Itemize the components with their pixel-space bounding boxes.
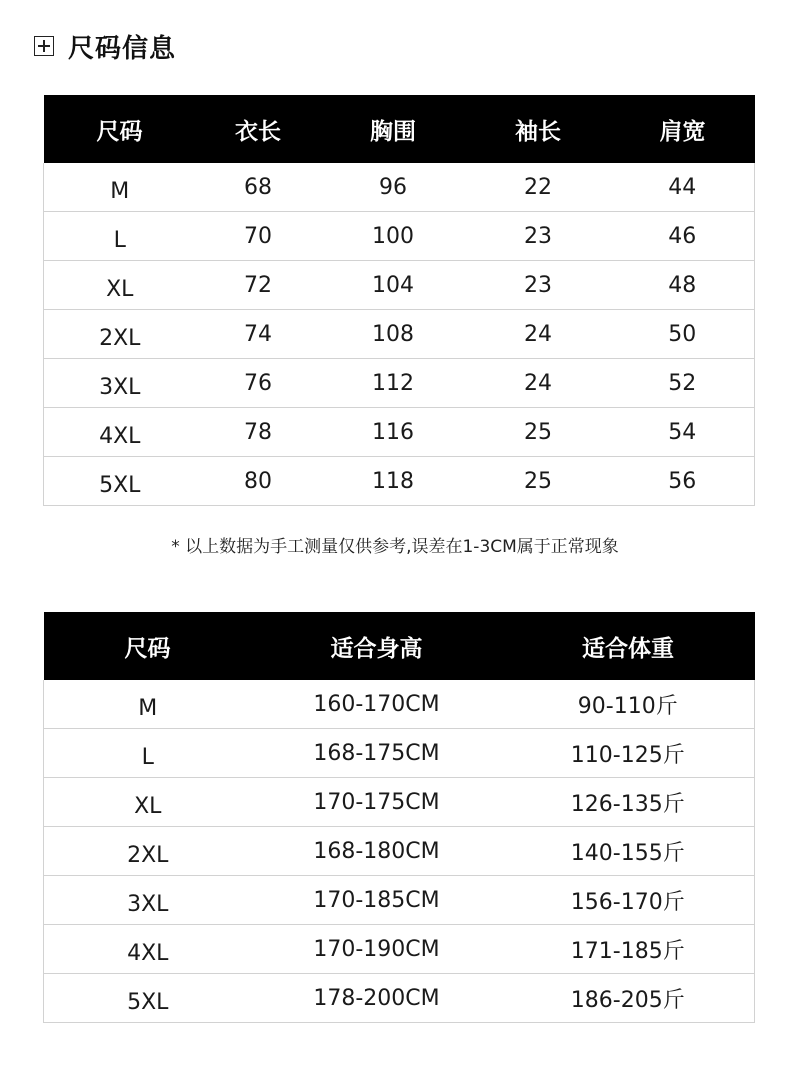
table-header-row <box>44 95 755 163</box>
table-row <box>44 261 755 310</box>
cell-size: 3XL <box>44 876 252 925</box>
cell-length: 72 <box>196 261 321 310</box>
cell-size: 4XL <box>44 925 252 974</box>
cell-height: 160-170CM <box>252 680 502 729</box>
cell-chest: 118 <box>321 457 466 506</box>
cell-shoulder: 52 <box>611 359 755 408</box>
measurement-note: * 以上数据为手工测量仅供参考,误差在1-3CM属于正常现象 <box>171 537 619 557</box>
table-row <box>44 680 755 729</box>
table-row <box>44 408 755 457</box>
cell-weight: 126-135斤 <box>502 778 755 827</box>
cell-size: XL <box>44 778 252 827</box>
cell-size: XL <box>44 261 196 310</box>
cell-sleeve: 22 <box>466 163 611 212</box>
recommendation-table <box>43 612 755 1023</box>
table-row <box>44 729 755 778</box>
cell-height: 168-175CM <box>252 729 502 778</box>
header-length: 衣长 <box>196 95 321 163</box>
cell-chest: 108 <box>321 310 466 359</box>
cell-shoulder: 46 <box>611 212 755 261</box>
cell-length: 76 <box>196 359 321 408</box>
cell-height: 168-180CM <box>252 827 502 876</box>
header-height: 适合身高 <box>252 612 502 680</box>
cell-size: 3XL <box>44 359 196 408</box>
section-heading <box>34 28 176 64</box>
header-chest: 胸围 <box>321 95 466 163</box>
cell-height: 170-185CM <box>252 876 502 925</box>
cell-sleeve: 25 <box>466 408 611 457</box>
cell-sleeve: 25 <box>466 457 611 506</box>
cell-shoulder: 48 <box>611 261 755 310</box>
cell-weight: 110-125斤 <box>502 729 755 778</box>
cell-height: 178-200CM <box>252 974 502 1023</box>
table-header-row <box>44 612 755 680</box>
page-title: 尺码信息 <box>68 33 177 64</box>
cell-chest: 100 <box>321 212 466 261</box>
table-row <box>44 925 755 974</box>
cell-height: 170-175CM <box>252 778 502 827</box>
header-size: 尺码 <box>44 612 252 680</box>
cell-chest: 112 <box>321 359 466 408</box>
cell-size: M <box>44 163 196 212</box>
header-weight: 适合体重 <box>502 612 755 680</box>
table-row <box>44 310 755 359</box>
cell-length: 68 <box>196 163 321 212</box>
table-row <box>44 827 755 876</box>
cell-size: 2XL <box>44 310 196 359</box>
cell-size: L <box>44 212 196 261</box>
table-row <box>44 359 755 408</box>
table-row <box>44 212 755 261</box>
cell-length: 78 <box>196 408 321 457</box>
table-row <box>44 974 755 1023</box>
header-size: 尺码 <box>44 95 196 163</box>
cell-shoulder: 56 <box>611 457 755 506</box>
table-row <box>44 163 755 212</box>
cell-length: 80 <box>196 457 321 506</box>
cell-size: 4XL <box>44 408 196 457</box>
cell-shoulder: 54 <box>611 408 755 457</box>
cell-weight: 140-155斤 <box>502 827 755 876</box>
cell-weight: 186-205斤 <box>502 974 755 1023</box>
cell-chest: 96 <box>321 163 466 212</box>
cell-weight: 90-110斤 <box>502 680 755 729</box>
cell-weight: 156-170斤 <box>502 876 755 925</box>
cell-chest: 104 <box>321 261 466 310</box>
table-row <box>44 778 755 827</box>
cell-shoulder: 50 <box>611 310 755 359</box>
table-row <box>44 876 755 925</box>
measurement-table <box>43 95 755 506</box>
cell-chest: 116 <box>321 408 466 457</box>
cell-size: 5XL <box>44 457 196 506</box>
cell-height: 170-190CM <box>252 925 502 974</box>
cell-sleeve: 24 <box>466 310 611 359</box>
cell-sleeve: 23 <box>466 212 611 261</box>
cell-size: L <box>44 729 252 778</box>
table-row <box>44 457 755 506</box>
cell-size: 2XL <box>44 827 252 876</box>
cell-sleeve: 24 <box>466 359 611 408</box>
plus-box-icon <box>34 36 54 56</box>
cell-size: 5XL <box>44 974 252 1023</box>
cell-shoulder: 44 <box>611 163 755 212</box>
cell-length: 70 <box>196 212 321 261</box>
cell-length: 74 <box>196 310 321 359</box>
header-sleeve: 袖长 <box>466 95 611 163</box>
cell-weight: 171-185斤 <box>502 925 755 974</box>
header-shoulder: 肩宽 <box>611 95 755 163</box>
cell-sleeve: 23 <box>466 261 611 310</box>
cell-size: M <box>44 680 252 729</box>
